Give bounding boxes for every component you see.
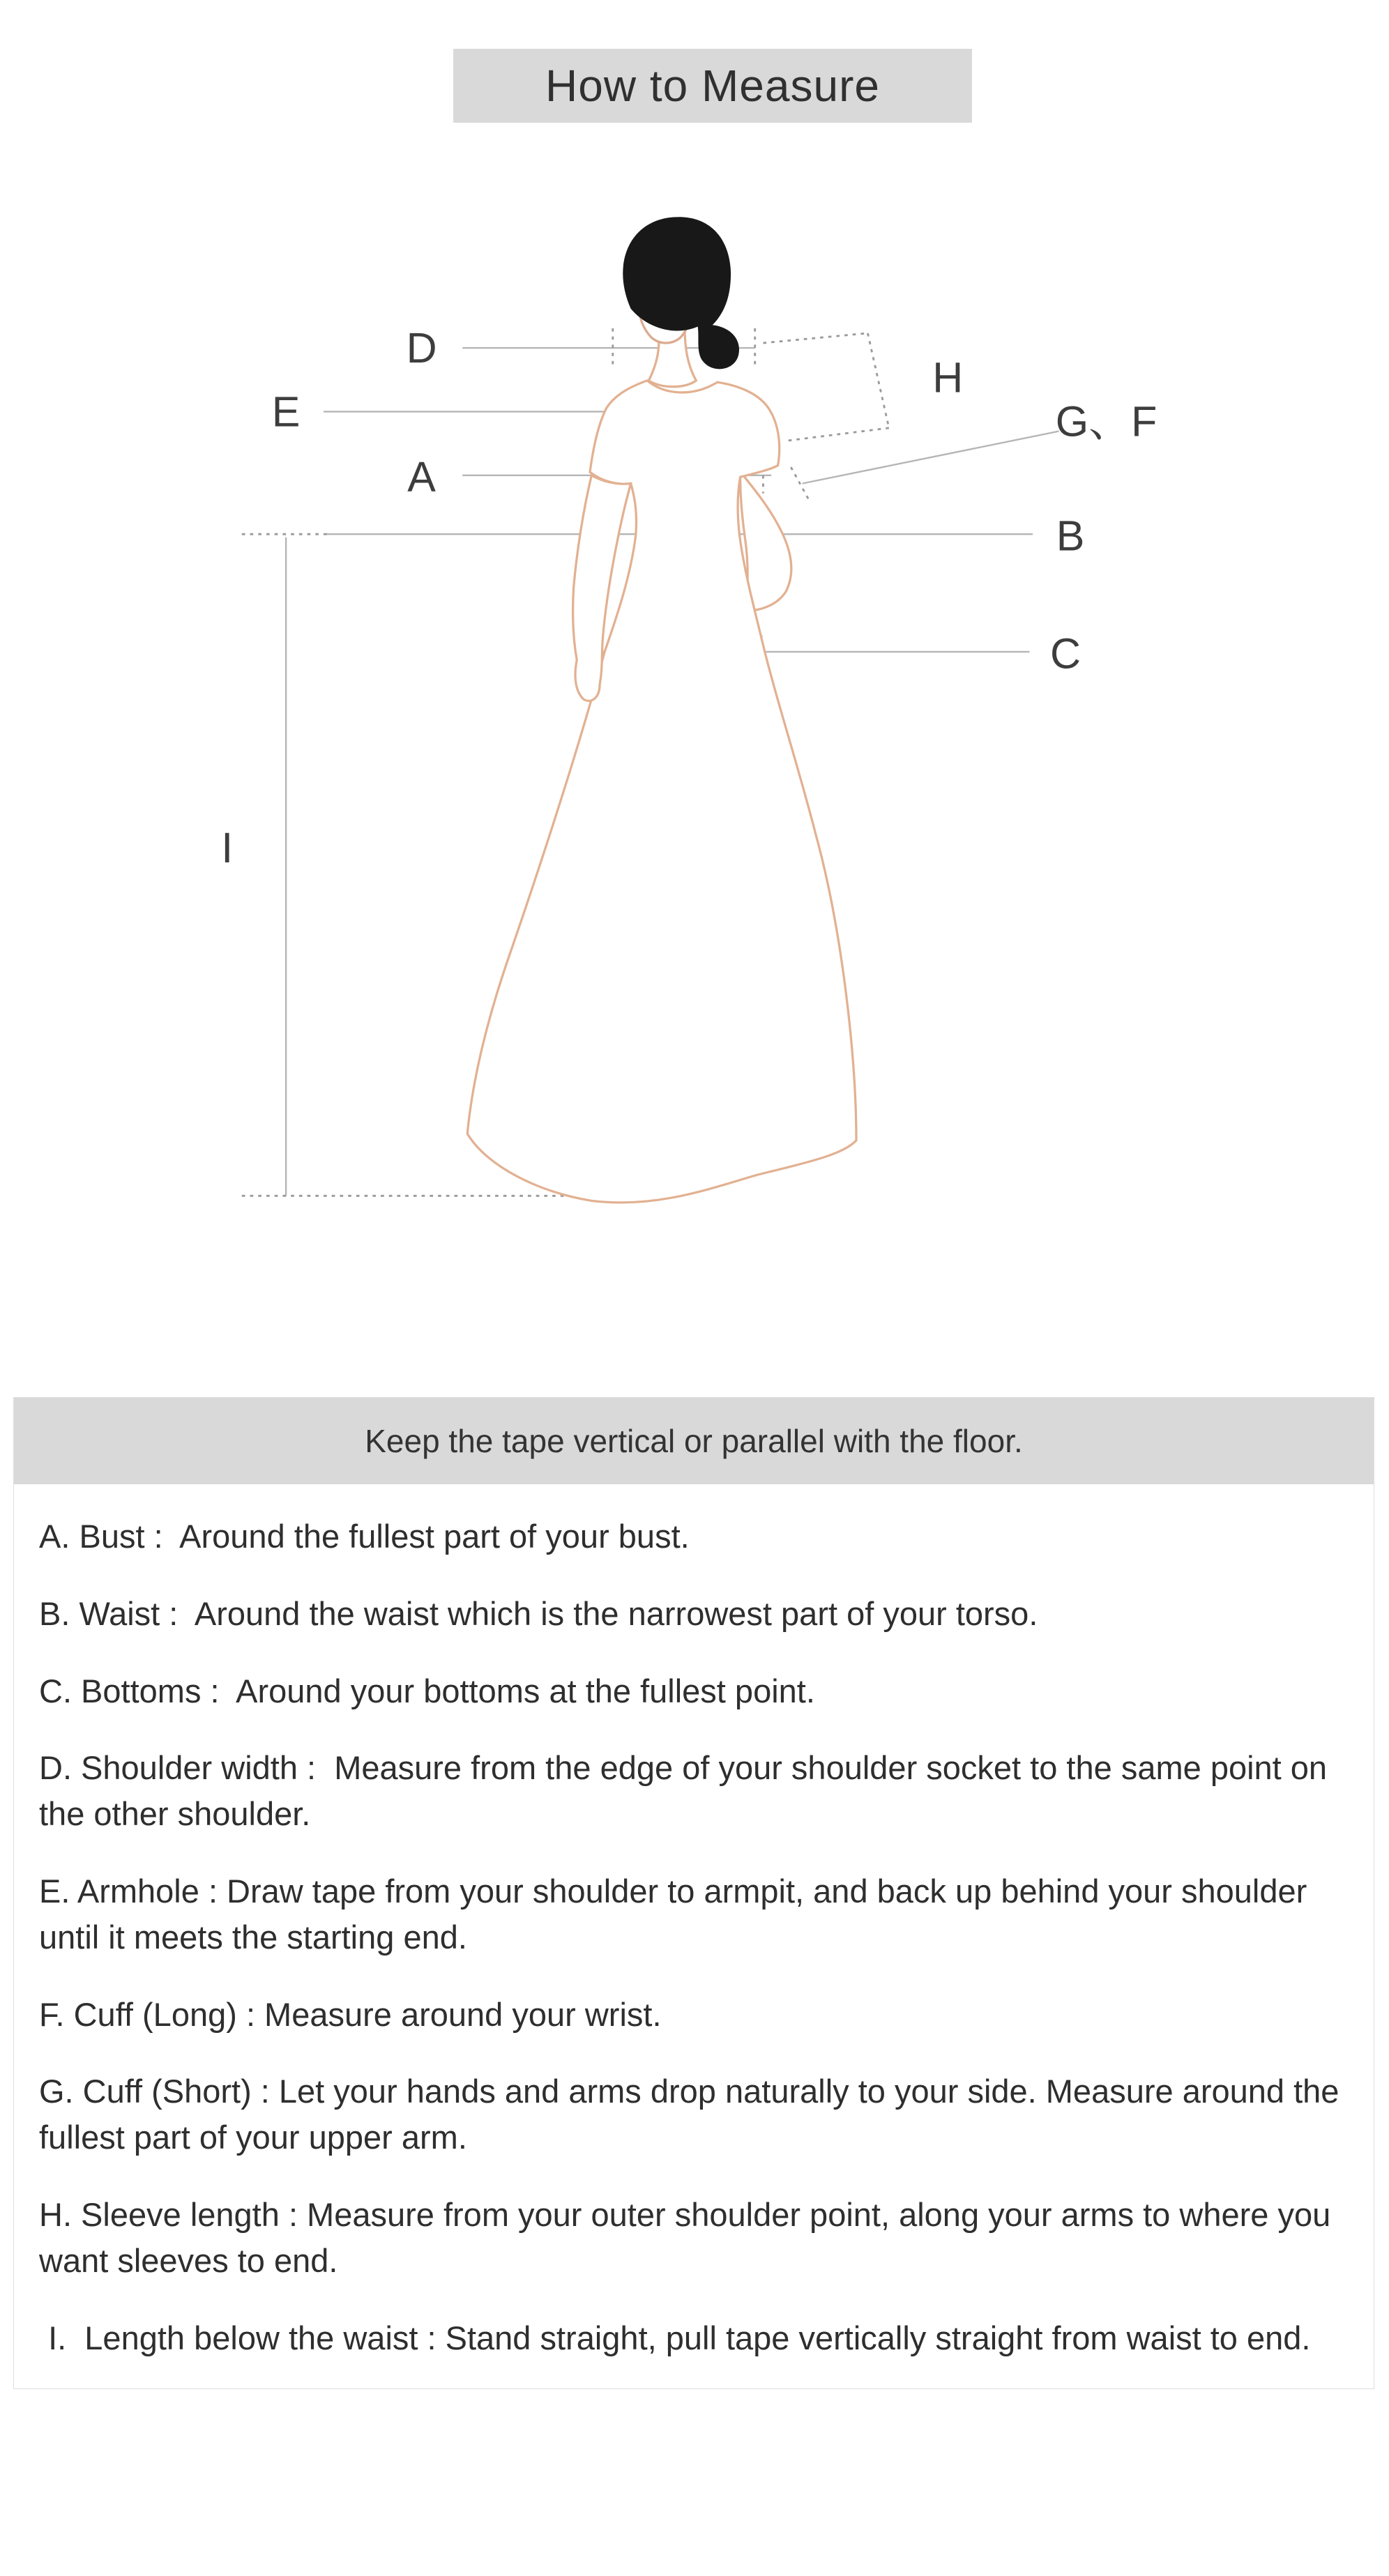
legend-item-bottoms: C. Bottoms : Around your bottoms at the fullest point. [39, 1672, 815, 1709]
diagram-label-e: E [271, 388, 301, 436]
measurement-legend [14, 1484, 1374, 2388]
legend-item-armhole: E. Armhole : Draw tape from your shoulder to armpit, and back up behind your shoulder until it meets the starting end. [39, 1872, 1316, 1956]
diagram-label-c: C [1049, 630, 1081, 678]
diagram-label-b: B [1056, 512, 1085, 560]
legend-item-cuff-long: F. Cuff (Long) : Measure around your wrist. [39, 1995, 662, 2033]
page-title [453, 49, 972, 123]
dotted-sleeve-outer [867, 333, 888, 428]
legend-item-waist: B. Waist : Around the waist which is the narrowest part of your torso. [39, 1594, 1038, 1632]
figure-dress [467, 381, 856, 1203]
legend-item-length-below-waist: I. Length below the waist : Stand straight, pull tape vertically straight from waist to end. [39, 2319, 1311, 2356]
measurement-diagram-svg [0, 146, 1389, 1291]
legend-item-bust: A. Bust : Around the fullest part of your bust. [39, 1518, 690, 1555]
legend-item-shoulder-width: D. Shoulder width : Measure from the edge of your shoulder socket to the same point on the other shoulder. [39, 1749, 1337, 1833]
page-title-text: How to Measure [545, 61, 880, 111]
panel-banner [14, 1398, 1374, 1484]
legend-item-sleeve-length: H. Sleeve length : Measure from your outer shoulder point, along your arms to where you want sleeves to end. [39, 2195, 1340, 2279]
measurement-diagram [0, 146, 1389, 1291]
dotted-sleeve-top [763, 333, 867, 343]
line-GF-cuff [803, 432, 1059, 484]
legend-item-cuff-short: G. Cuff (Short) : Let your hands and arms drop naturally to your side. Measure around the fullest part of your upper arm. [39, 2073, 1349, 2156]
diagram-label-i: I [221, 824, 234, 872]
diagram-label-gf: G、F [1055, 397, 1158, 445]
diagram-label-h: H [932, 353, 964, 402]
woman-figure [467, 217, 856, 1203]
diagram-label-a: A [407, 453, 436, 501]
diagram-label-d: D [406, 324, 437, 372]
measurement-instructions-panel [13, 1397, 1374, 2389]
dotted-sleeve-bottom [784, 428, 889, 441]
panel-banner-text: Keep the tape vertical or parallel with the floor. [365, 1423, 1023, 1459]
